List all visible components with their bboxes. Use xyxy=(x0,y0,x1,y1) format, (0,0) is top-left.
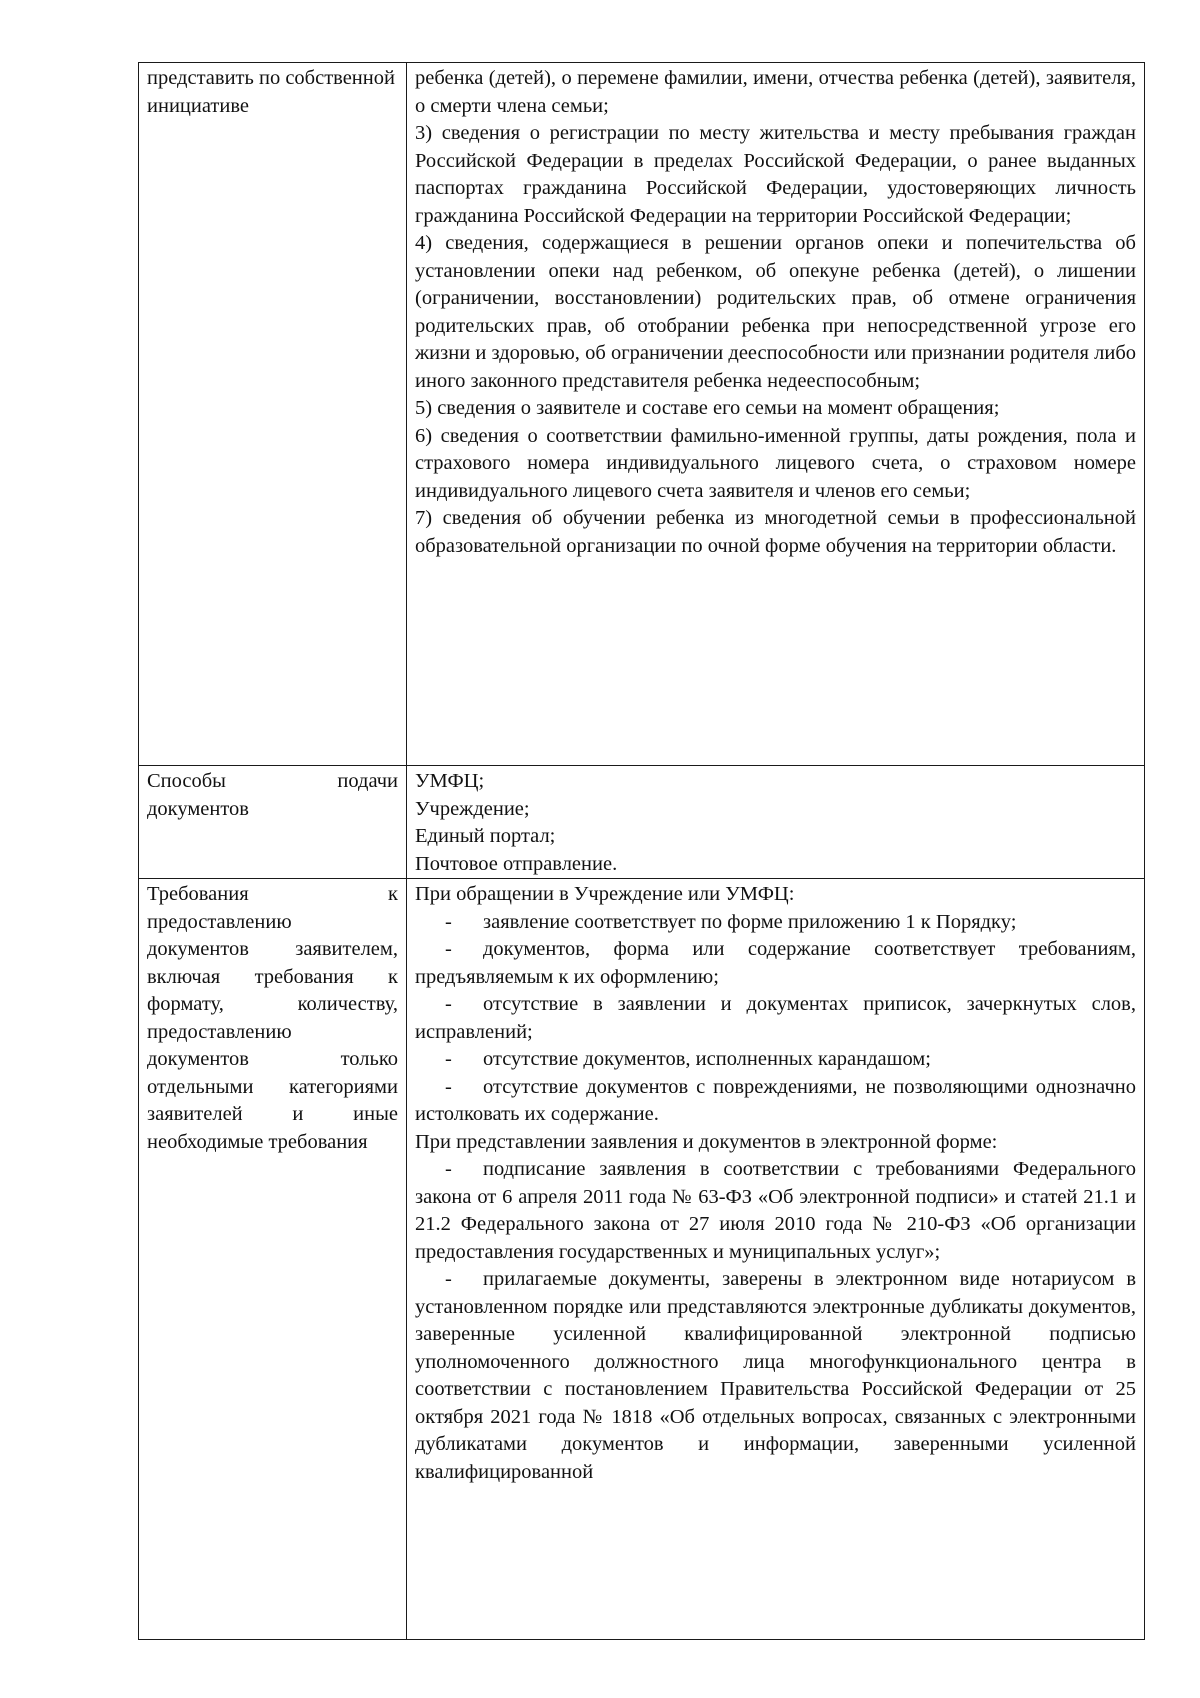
row3-left-cell xyxy=(139,879,407,1640)
list-item: - документов, форма или содержание соответствует требованиям, предъявляемым к их оформлению; xyxy=(415,938,1136,988)
row1-item-5: 5) сведения о заявителе и составе его семьи на момент обращения; xyxy=(415,397,1000,419)
list-item: - прилагаемые документы, заверены в электронном виде нотариусом в установленном порядке или представляются электронные дубликаты документов, заверенные усиленной квалифицированной электронной подписью уполномоченного должностного лица многофункционального центра в соответствии с постановлением Правительства Российской Федерации от 25 октября 2021 года № 1818 «Об отдельных вопросах, связанных с электронными дубликатами документов и информации, заверенными усиленной квалифицированной xyxy=(415,1268,1136,1483)
dash-marker: - xyxy=(445,993,452,1015)
row1-item-6: 6) сведения о соответствии фамильно-именной группы, даты рождения, пола и страхового номера индивидуального лицевого счета, о страховом номере индивидуального лицевого счета заявителя и членов его семьи; xyxy=(415,424,1136,502)
row2-label: Способы подачи документов xyxy=(147,770,398,820)
row1-item-3: 3) сведения о регистрации по месту жительства и месту пребывания граждан Российской Федерации в пределах Российской Федерации, о ранее выданных паспортах гражданина Российской Федерации, удостоверяющих личность гражданина Российской Федерации на территории Российской Федерации; xyxy=(415,122,1136,227)
dash-marker: - xyxy=(445,1158,452,1180)
row1-paragraph: ребенка (детей), о перемене фамилии, имени, отчества ребенка (детей), заявителя, о смерти члена семьи; xyxy=(415,67,1136,117)
list-item: - отсутствие документов с повреждениями, не позволяющими однозначно истолковать их содержание. xyxy=(415,1075,1136,1125)
row1-item-4: 4) сведения, содержащиеся в решении органов опеки и попечительства об установлении опеки над ребенком, об опекуне ребенка (детей), о лишении (ограничении, восстановлении) родительских прав, об отмене ограничения родительских прав, об отобрании ребенка при непосредственной угрозе его жизни и здоровью, об ограничении дееспособности или признании родителя либо иного законного представителя ребенка недееспособным; xyxy=(415,232,1136,392)
dash-marker: - xyxy=(445,910,452,933)
row2-left-cell xyxy=(139,766,407,879)
dash-marker: - xyxy=(445,1048,452,1070)
requirements-heading-office: При обращении в Учреждение или УМФЦ: xyxy=(415,883,795,905)
list-item: - подписание заявления в соответствии с требованиями Федерального закона от 6 апреля 2011 года № 63-ФЗ «Об электронной подписи» и статей 21.1 и 21.2 Федерального закона от 27 июля 2010 года № 210-ФЗ «Об организации предоставления государственных и муниципальных услуг»; xyxy=(415,1158,1136,1263)
list-item: - отсутствие документов, исполненных карандашом; xyxy=(415,1046,1136,1074)
row1-right-cell xyxy=(407,63,1145,766)
table-row-document-requirements xyxy=(139,879,1145,1640)
dash-marker: - xyxy=(445,1268,452,1290)
requirements-table xyxy=(138,62,1145,1640)
dash-marker: - xyxy=(445,938,452,960)
row1-left-cell xyxy=(139,63,407,766)
method-institution: Учреждение; xyxy=(415,797,530,820)
row1-label: представить по собственной инициативе xyxy=(147,67,395,117)
list-item: - отсутствие в заявлении и документах приписок, зачеркнутых слов, исправлений; xyxy=(415,993,1136,1043)
list-item: - заявление соответствует по форме приложению 1 к Порядку; xyxy=(415,909,1136,937)
method-single-portal: Единый портал; xyxy=(415,825,556,847)
row2-right-cell xyxy=(407,766,1145,879)
table-row-submission-methods xyxy=(139,766,1145,879)
dash-marker: - xyxy=(445,1075,452,1098)
row3-label: Требования к предоставлению документов заявителем, включая требования к формату, количеству, предоставлению документов только отдельными категориями заявителей и иные необходимые требования xyxy=(147,883,398,1153)
method-umfc: УМФЦ; xyxy=(415,770,485,792)
method-postal: Почтовое отправление. xyxy=(415,852,618,875)
row1-item-7: 7) сведения об обучении ребенка из многодетной семьи в профессиональной образовательной организации по очной форме обучения на территории области. xyxy=(415,507,1136,557)
row3-right-cell xyxy=(407,879,1145,1640)
table-row-submission-own-initiative xyxy=(139,63,1145,766)
requirements-heading-electronic: При представлении заявления и документов в электронной форме: xyxy=(415,1130,998,1153)
